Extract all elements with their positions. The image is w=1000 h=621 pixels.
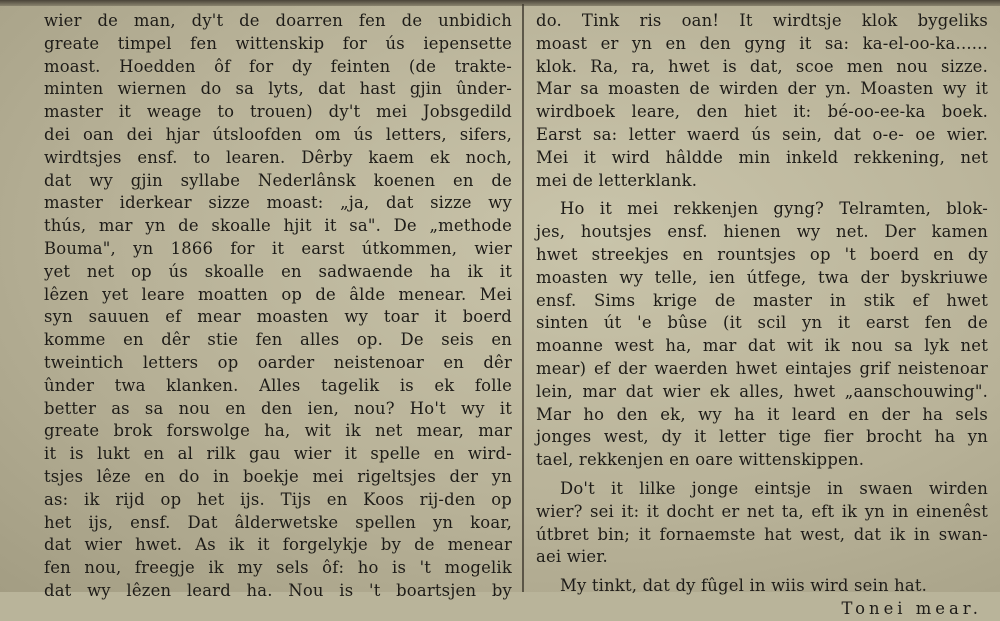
text-line: útbret bin; it fornaemste hat west, dat ik in swan-: [536, 524, 988, 544]
text-line: syn sauuen ef mear moasten wy toar it boerd: [44, 307, 512, 327]
text-line: fen nou, freegje ik my sels ôf: ho is 't mogelik: [44, 558, 512, 578]
text-line: sinten út 'e bûse (it scil yn it earst fen de: [536, 313, 988, 333]
text-line: lein, mar dat wier ek alles, hwet „aanschouwing".: [536, 381, 988, 401]
text-line: wirdboek leare, den hiet it: bé-oo-ee-ka boek.: [536, 102, 988, 122]
text-line: My tinkt, dat dy fûgel in wiis wird sein hat.: [560, 576, 928, 596]
text-line: tsjes lêze en do in boekje mei rigeltsjes der yn: [44, 466, 512, 486]
text-line: tweintich letters op oarder neistenoar en dêr: [44, 352, 512, 372]
text-line: Do't it lilke jonge eintsje in swaen wirden: [560, 478, 988, 498]
text-line: dei oan dei hjar útsloofden om ús letters, sifers,: [44, 124, 512, 144]
paragraph-2: [536, 198, 988, 472]
text-line: Mei it wird hâldde min inkeld rekkening, net: [536, 147, 988, 167]
text-line: better as sa nou en den ien, nou? Ho't wy it: [44, 398, 512, 418]
text-line: klok. Ra, ra, hwet is dat, scoe men nou sizze.: [536, 56, 988, 76]
text-line: it is lukt en al rilk gau wier it spelle en wird-: [44, 444, 512, 464]
text-line: moasten wy telle, ien útfege, twa der byskriuwe: [536, 267, 988, 287]
signature: Tonei mear.: [841, 598, 982, 618]
paragraph-1: [536, 10, 988, 192]
text-line: aei wier.: [536, 547, 608, 567]
column-divider: [522, 4, 524, 592]
text-line: moanne west ha, mar dat wit ik nou sa lyk net: [536, 336, 988, 356]
text-line: do. Tink ris oan! It wirdtsje klok bygeliks: [536, 11, 988, 30]
text-line: ûnder twa klanken. Alles tagelik is ek folle: [44, 375, 512, 395]
text-line: hwet streekjes en rountsjes op 't boerd en dy: [536, 244, 988, 264]
text-line: Mar ho den ek, wy ha it leard en der ha sels: [536, 404, 988, 424]
right-column: [536, 10, 988, 621]
text-line: thús, mar yn de skoalle hjit it sa". De „methode: [44, 216, 512, 236]
text-line: master iderkear sizze moast: „ja, dat sizze wy: [44, 193, 512, 213]
text-line: dat wier hwet. As ik it forgelykje by de menear: [44, 535, 512, 555]
text-line: moast. Hoedden ôf for dy feinten (de trakte-: [44, 56, 512, 76]
text-line: jes, houtsjes ensf. hienen wy net. Der kamen: [536, 222, 988, 242]
text-line: moast er yn en den gyng it sa: ka-el-oo-ka......: [536, 33, 988, 53]
top-border-rule: [0, 0, 1000, 6]
text-line: Earst sa: letter waerd ús sein, dat o-e- oe wier.: [536, 124, 988, 144]
text-line: jonges west, dy it letter tige fier brocht ha yn: [536, 427, 988, 447]
text-line: mear) ef der waerden hwet eintajes grif neistenoar: [536, 358, 988, 378]
text-line: lêzen yet leare moatten op de âlde menear. Mei: [44, 284, 512, 304]
text-line: as: ik rijd op het ijs. Tijs en Koos rij-den op: [44, 489, 512, 509]
text-line: dat wy gjin syllabe Nederlânsk koenen en de: [44, 170, 512, 190]
text-line: Ho it mei rekkenjen gyng? Telramten, blok-: [560, 199, 988, 219]
text-line: wier de man, dy't de doarren fen de unbidich: [44, 11, 512, 30]
text-line: minten wiernen do sa lyts, dat hast gjin ûnder-: [44, 79, 512, 99]
text-line: het ijs, ensf. Dat âlderwetske spellen yn koar,: [44, 512, 512, 532]
left-column: [44, 10, 512, 603]
text-line: wier? sei it: it docht er net ta, eft ik yn in einenêst: [536, 501, 988, 521]
text-line: ensf. Sims krige de master in stik ef hwet: [536, 290, 988, 310]
text-line: greate timpel fen wittenskip for ús iepensette: [44, 33, 512, 53]
text-line: master it weage to trouen) dy't mei Jobsgedild: [44, 102, 512, 122]
paragraph-3: [536, 478, 988, 569]
text-line: komme en dêr stie fen alles op. De seis en: [44, 330, 512, 350]
text-line: wirdtsjes ensf. to learen. Dêrby kaem ek noch,: [44, 147, 512, 167]
text-line: Bouma", yn 1866 for it earst útkommen, wier: [44, 238, 512, 258]
text-line: Mar sa moasten de wirden der yn. Moasten wy it: [536, 79, 988, 99]
text-line: tael, rekkenjen en oare wittenskippen.: [536, 450, 865, 470]
text-line: greate brok forswolge ha, wit ik net mear, mar: [44, 421, 512, 441]
text-line: yet net op ús skoalle en sadwaende ha ik it: [44, 261, 512, 281]
text-line: mei de letterklank.: [536, 170, 698, 190]
text-line: dat wy lêzen leard ha. Nou is 't boartsjen by: [44, 580, 512, 600]
paragraph-4: [536, 575, 988, 598]
